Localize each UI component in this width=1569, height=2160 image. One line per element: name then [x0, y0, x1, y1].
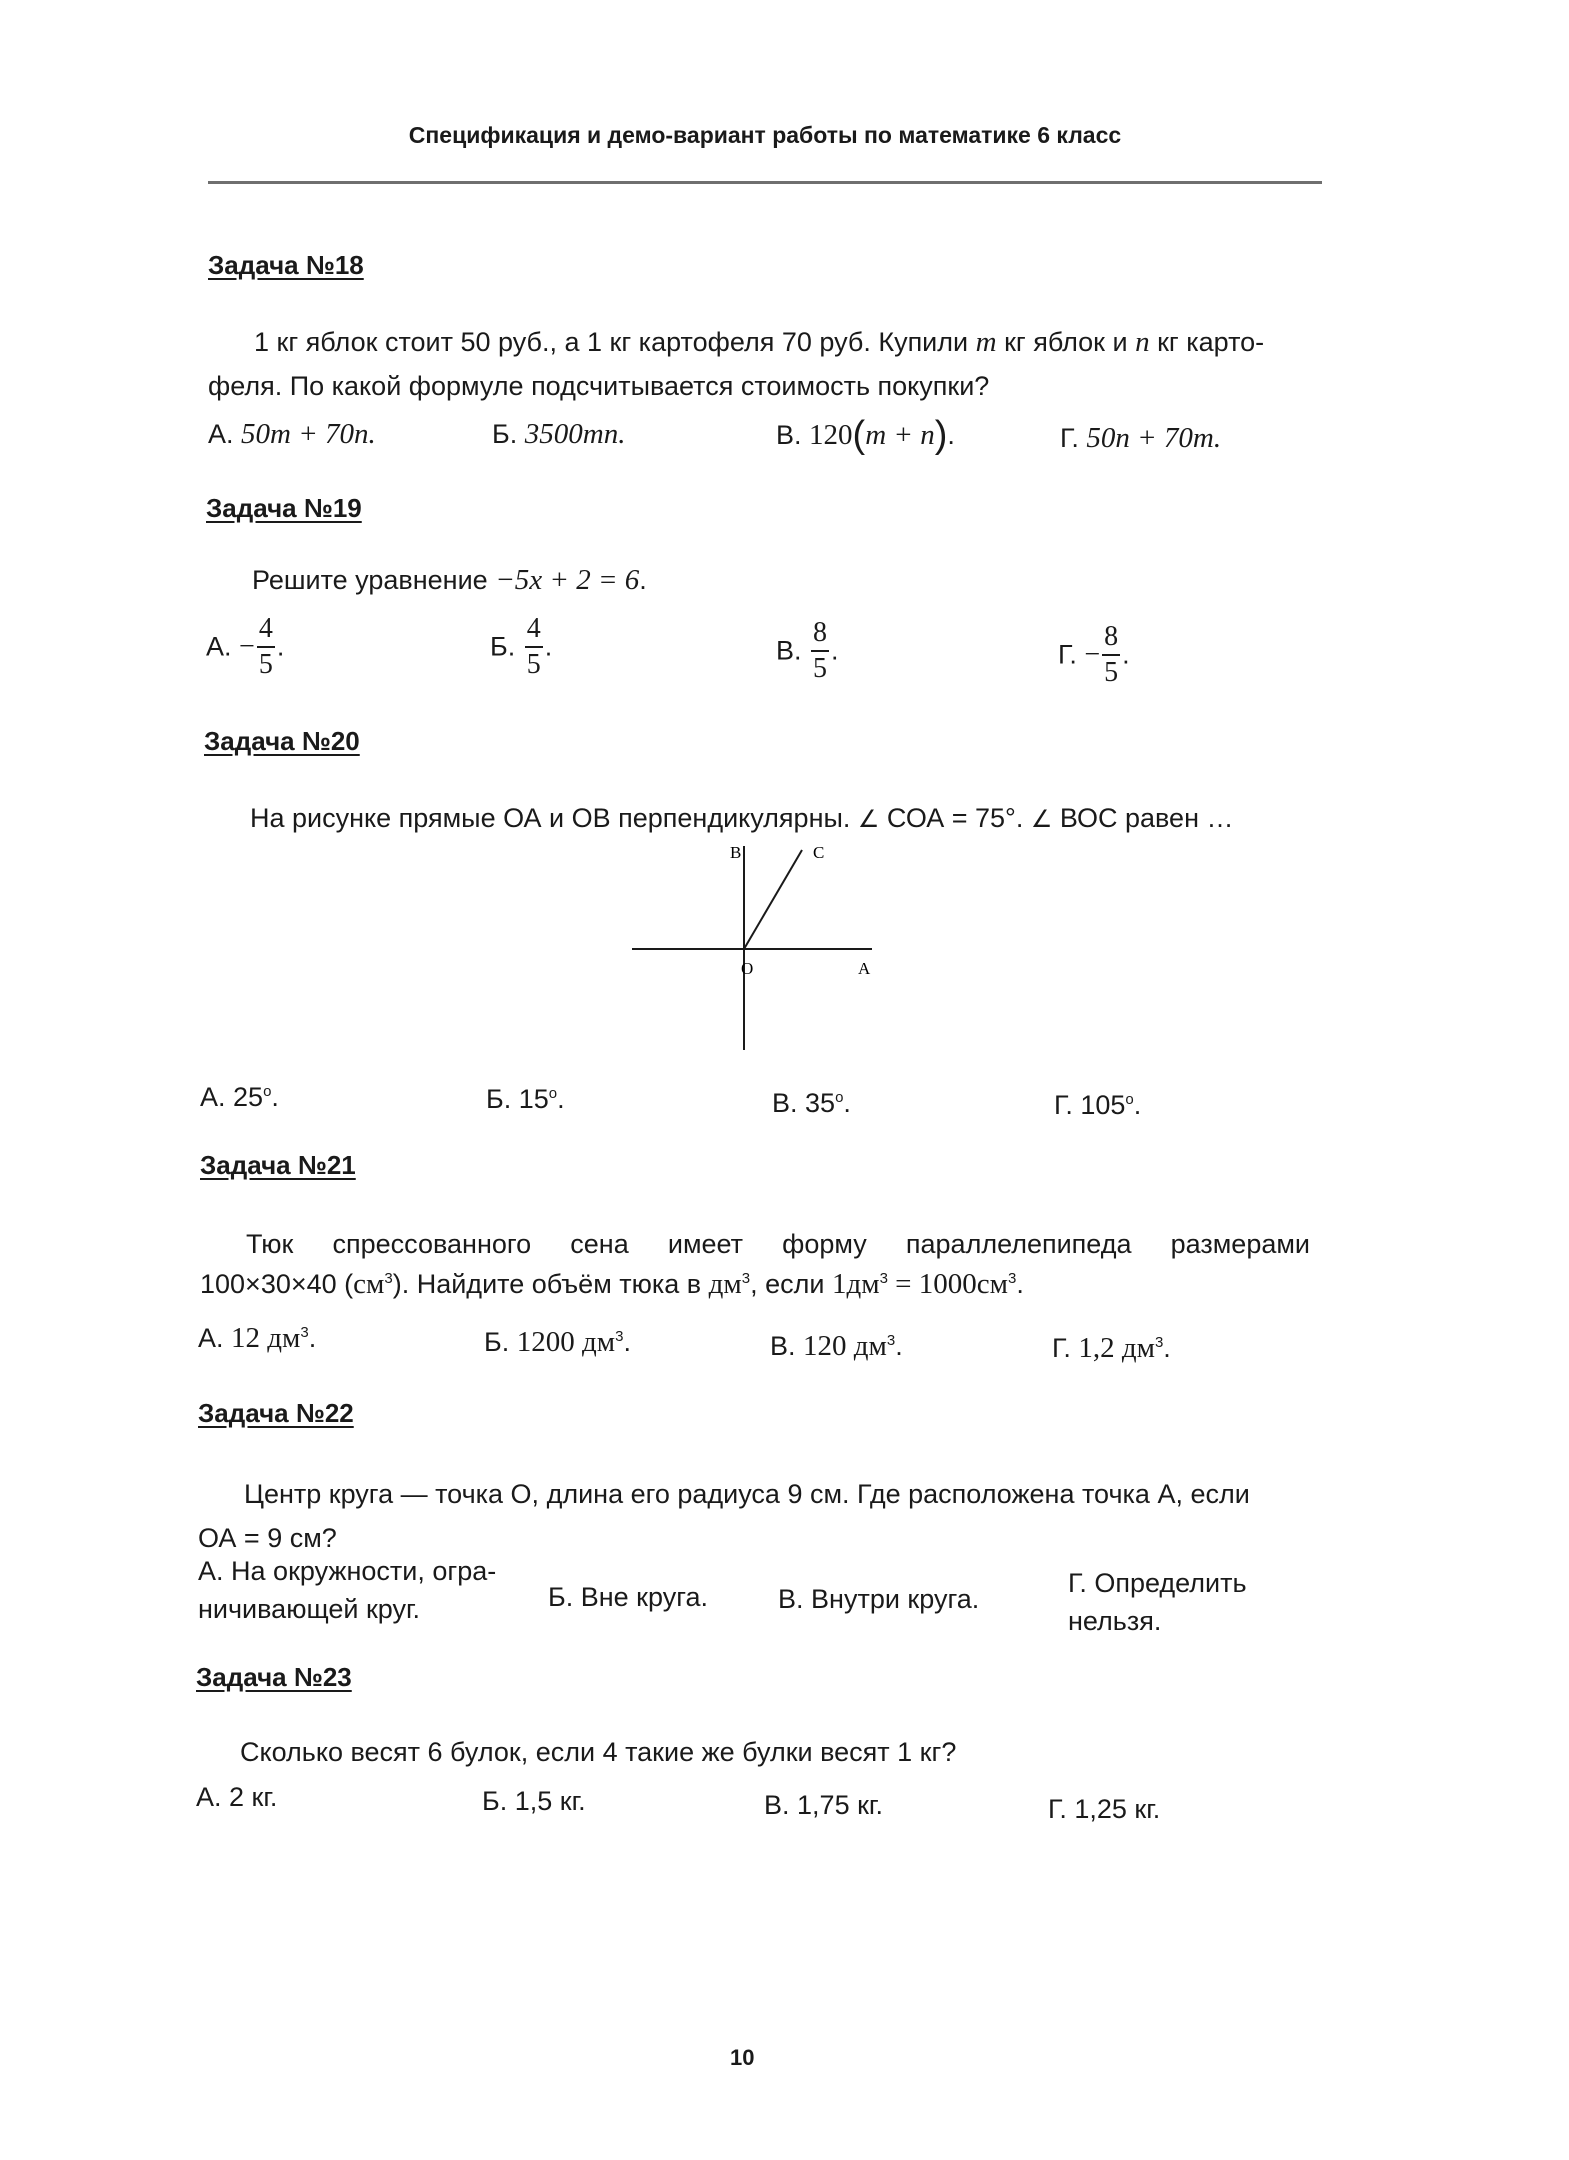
option-end: . — [544, 631, 553, 662]
option-letter: Б. — [492, 419, 518, 449]
cube-sup: 3 — [300, 1324, 309, 1341]
task-21-option-a — [198, 1322, 316, 1355]
task-18-text-b: кг яблок и — [996, 327, 1136, 357]
option-letter: Г. — [1048, 1794, 1067, 1824]
task-23-title: Задача №23 — [196, 1662, 352, 1692]
label-b: B — [730, 843, 742, 862]
cube-sup: 3 — [1008, 1270, 1017, 1287]
option-end: . — [843, 1088, 851, 1118]
relation-right: см — [976, 1268, 1009, 1300]
option-value-line1: Определить — [1094, 1568, 1247, 1598]
fraction-numerator: 8 — [1102, 620, 1120, 656]
option-letter: А. — [208, 419, 234, 449]
task-20-text-a: На рисунке прямые ОА и ОВ перпендикулярны. — [250, 803, 858, 833]
task-20-option-b — [486, 1084, 565, 1115]
option-value: 35 — [805, 1088, 836, 1118]
option-value: 15 — [518, 1084, 549, 1114]
option-value: 120 дм — [803, 1330, 887, 1362]
option-end: . — [308, 1323, 317, 1353]
task-22-option-d — [1068, 1564, 1247, 1640]
cube-sup: 3 — [886, 1332, 896, 1349]
task-19-text — [252, 558, 647, 602]
task-19-equation: −5x + 2 = 6 — [495, 564, 640, 596]
option-fraction — [811, 616, 829, 686]
task-18-title: Задача №18 — [208, 250, 364, 280]
cube-sup: 3 — [384, 1270, 393, 1287]
option-value: 50n + 70m. — [1086, 422, 1222, 454]
option-value: Внутри круга. — [811, 1584, 980, 1614]
option-letter: Б. — [486, 1084, 512, 1114]
paren-close: ) — [934, 414, 948, 456]
option-letter: Б. — [548, 1582, 574, 1612]
task-20-text-b: СОА = 75°. — [879, 803, 1031, 833]
option-letter: В. — [776, 420, 802, 450]
option-value: 1,75 кг. — [797, 1790, 883, 1820]
task-23-option-c — [764, 1790, 883, 1821]
task-22-text — [198, 1472, 1318, 1560]
option-end: . — [557, 1084, 565, 1114]
option-value: 50m + 70n. — [241, 418, 376, 450]
task-18-option-b — [492, 418, 625, 451]
task-21-text-end: . — [1016, 1269, 1024, 1299]
fraction-denominator: 5 — [258, 649, 273, 680]
option-letter: Г. — [1058, 639, 1077, 670]
option-letter: В. — [764, 1790, 790, 1820]
option-end: . — [1163, 1333, 1171, 1363]
option-value: 25 — [233, 1082, 264, 1112]
option-sign: − — [239, 631, 255, 662]
option-value: 1200 дм — [516, 1326, 616, 1358]
task-18-text-line2: феля. По какой формуле подсчитывается стоимость покупки? — [208, 371, 990, 401]
option-value-post: . — [947, 420, 955, 450]
task-18-text-a: 1 кг яблок стоит 50 руб., а 1 кг картофеля 70 руб. Купили — [254, 327, 976, 357]
task-23-option-d — [1048, 1794, 1160, 1825]
var-n: n — [1135, 326, 1150, 358]
cube-sup: 3 — [1154, 1334, 1164, 1351]
option-end: . — [895, 1331, 903, 1361]
label-a: A — [858, 959, 871, 978]
option-value-line2: ничивающей круг. — [198, 1594, 421, 1624]
option-value-line2: нельзя. — [1068, 1606, 1162, 1636]
task-20-figure — [620, 838, 900, 1058]
ray-oc — [744, 850, 802, 949]
label-o: O — [741, 959, 754, 978]
option-fraction — [525, 612, 543, 682]
degree-sign: o — [1125, 1091, 1134, 1108]
task-18-option-c — [776, 414, 955, 457]
option-letter: В. — [778, 1584, 804, 1614]
task-21-text-line2 — [200, 1262, 1024, 1306]
unit-dm: дм — [708, 1268, 742, 1300]
cube-sup: 3 — [741, 1270, 751, 1287]
task-23-option-b — [482, 1786, 586, 1817]
option-letter: В. — [770, 1331, 796, 1361]
option-letter: Г. — [1060, 423, 1079, 453]
task-20-option-a — [200, 1082, 279, 1113]
option-letter: А. — [200, 1082, 226, 1112]
task-21-text-b: ). Найдите объём тюка в — [392, 1269, 709, 1299]
task-22-option-c — [778, 1584, 979, 1615]
angle-icon: ∠ — [1030, 806, 1053, 833]
option-end: . — [271, 1082, 279, 1112]
task-21-text-c: , если — [750, 1269, 832, 1299]
fraction-numerator: 4 — [525, 612, 543, 648]
unit-cm: см — [353, 1268, 385, 1300]
var-m: m — [975, 326, 997, 358]
option-letter: Б. — [482, 1786, 508, 1816]
task-20-title: Задача №20 — [204, 726, 360, 756]
degree-sign: o — [263, 1083, 272, 1100]
task-18-text-c: кг карто- — [1149, 327, 1265, 357]
task-18-option-d — [1060, 422, 1221, 455]
fraction-denominator: 5 — [1104, 657, 1119, 688]
task-19-option-b — [490, 612, 552, 682]
option-letter: Г. — [1054, 1090, 1073, 1120]
task-22-text-line1: Центр круга — точка О, длина его радиуса 9 см. Где расположена точка А, если — [244, 1479, 1250, 1509]
relation-mid: = 1000 — [887, 1268, 977, 1300]
option-value-line1: На окружности, огра- — [231, 1556, 497, 1586]
option-letter: А. — [198, 1323, 224, 1353]
fraction-denominator: 5 — [813, 653, 828, 684]
degree-sign: o — [835, 1089, 844, 1106]
option-end: . — [1122, 639, 1130, 670]
task-23-option-a — [196, 1782, 277, 1813]
cube-sup: 3 — [615, 1328, 624, 1345]
option-value: 105 — [1080, 1090, 1126, 1120]
option-end: . — [1133, 1090, 1142, 1120]
task-20-text-c: ВОС равен … — [1052, 803, 1234, 833]
task-20-option-d — [1054, 1090, 1141, 1121]
option-value: 1,2 дм — [1078, 1332, 1155, 1364]
task-22-text-line2: ОА = 9 см? — [198, 1523, 337, 1553]
fraction-numerator: 4 — [257, 612, 275, 648]
option-fraction — [257, 612, 275, 682]
option-letter: Г. — [1052, 1333, 1071, 1363]
option-letter: А. — [196, 1782, 222, 1812]
option-value-inner: m + n — [865, 419, 935, 451]
task-19-option-a — [206, 612, 284, 682]
option-letter: Б. — [484, 1327, 510, 1357]
paren-open: ( — [852, 414, 866, 456]
task-23-text: Сколько весят 6 булок, если 4 такие же булки весят 1 кг? — [240, 1737, 957, 1767]
option-value: Вне круга. — [580, 1582, 708, 1612]
label-c: C — [813, 843, 825, 862]
option-end: . — [276, 631, 285, 662]
option-value: 2 кг. — [229, 1782, 278, 1812]
task-22-option-b — [548, 1582, 708, 1613]
option-value: 1,5 кг. — [514, 1786, 586, 1816]
option-letter: В. — [772, 1088, 798, 1118]
task-19-prompt: Решите уравнение — [252, 565, 488, 595]
task-20-text — [250, 796, 1233, 842]
fraction-denominator: 5 — [526, 649, 541, 680]
task-19-option-c — [776, 616, 839, 686]
option-end: . — [623, 1327, 631, 1357]
option-fraction — [1102, 620, 1120, 690]
option-letter: В. — [776, 635, 802, 666]
task-20-option-c — [772, 1088, 851, 1119]
option-letter: Г. — [1068, 1568, 1087, 1598]
option-sign: − — [1084, 639, 1101, 670]
option-end: . — [831, 635, 839, 666]
option-letter: А. — [198, 1556, 224, 1586]
task-22-title: Задача №22 — [198, 1398, 354, 1428]
task-21-option-d — [1052, 1332, 1171, 1365]
task-18-text — [208, 320, 1328, 408]
task-19-title: Задача №19 — [206, 493, 362, 523]
task-19-option-d — [1058, 620, 1130, 690]
task-21-option-c — [770, 1330, 903, 1363]
option-value: 3500mn. — [524, 418, 626, 450]
option-letter: Б. — [490, 631, 516, 662]
task-21-text-line1: Тюк спрессованного сена имеет форму параллелепипеда размерами — [246, 1229, 1310, 1259]
option-value: 1,25 кг. — [1074, 1794, 1161, 1824]
task-21-title: Задача №21 — [200, 1150, 356, 1180]
option-letter: А. — [206, 631, 232, 662]
page-header-title: Спецификация и демо-вариант работы по математике 6 класс — [408, 122, 1122, 148]
cube-sup: 3 — [879, 1270, 888, 1287]
angle-icon: ∠ — [857, 806, 880, 833]
option-value: 12 дм — [231, 1322, 301, 1354]
page-number: 10 — [730, 2045, 755, 2070]
header-divider — [208, 181, 1322, 184]
task-22-option-a — [198, 1552, 496, 1628]
task-21-text-a: 100×30×40 ( — [200, 1269, 354, 1299]
relation-left: 1дм — [831, 1268, 880, 1300]
task-21-option-b — [484, 1326, 631, 1359]
option-value-pre: 120 — [809, 419, 853, 451]
task-18-option-a — [208, 418, 376, 451]
task-19-equation-end: . — [639, 565, 647, 595]
fraction-numerator: 8 — [811, 616, 829, 652]
degree-sign: o — [548, 1085, 558, 1102]
